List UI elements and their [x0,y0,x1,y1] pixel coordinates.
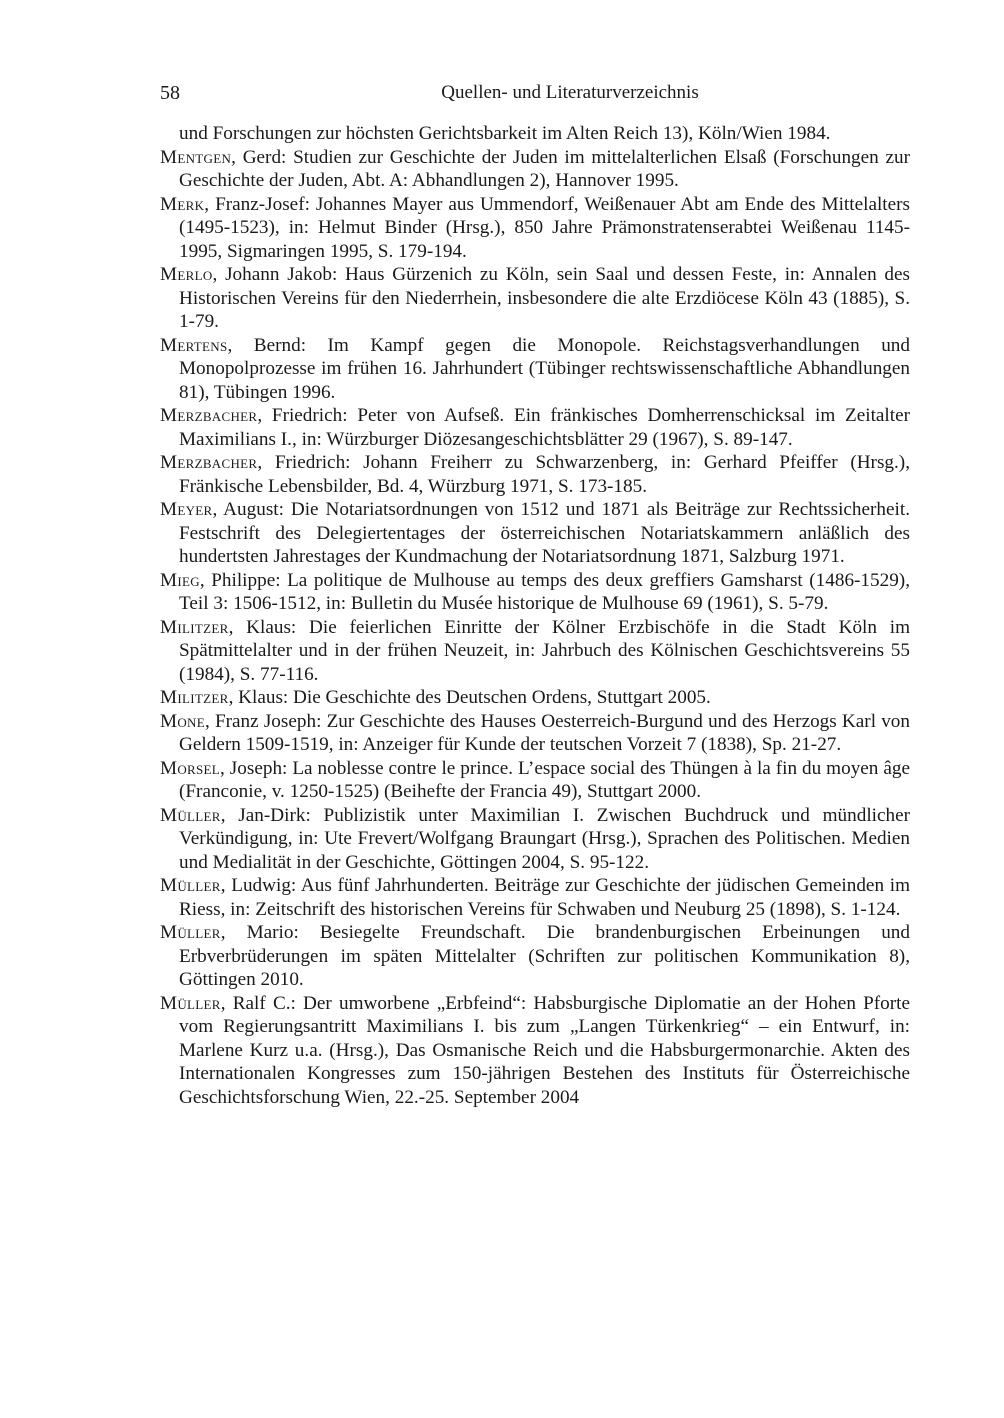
entry-text: und Forschungen zur höchsten Gerichtsbarkeit im Alten Reich 13), Köln/Wien 1984. [179,123,831,144]
bibliography-entry [160,921,910,992]
entry-text: , August: Die Notariatsordnungen von 1512 und 1871 als Beiträge zur Rechtssicherheit. Festschrift des Delegiertentages der österreichischen Notariatskammern anläßlich des hundertsten Jahrestages der Kundmachung der Notariatsordnung 1871, Salzburg 1971. [179,499,910,567]
entry-text: , Johann Jakob: Haus Gürzenich zu Köln, sein Saal und dessen Feste, in: Annalen des Historischen Vereins für den Niederrhein, insbesondere die alte Erzdiöcese Köln 43 (1885), S. 1-79. [179,264,910,332]
entry-author: Mertens [160,334,228,356]
entry-text: , Klaus: Die Geschichte des Deutschen Ordens, Stuttgart 2005. [228,687,711,708]
entry-author: Müller [160,992,221,1014]
entry-text: , Friedrich: Peter von Aufseß. Ein fränkisches Domherrenschicksal im Zeitalter Maximilians I., in: Würzburger Diözesangeschichtsblätter 29 (1967), S. 89-147. [179,405,910,450]
entry-text: , Bernd: Im Kampf gegen die Monopole. Reichstagsverhandlungen und Monopolprozesse im frühen 16. Jahrhundert (Tübinger rechtswissenschaftliche Abhandlungen 81), Tübingen 1996. [179,334,910,403]
bibliography-entry [160,404,910,451]
bibliography-entry [160,874,910,921]
entry-author: Merlo [160,264,213,285]
entry-author: Morsel [160,757,221,779]
entry-text: , Franz-Josef: Johannes Mayer aus Ummendorf, Weißenauer Abt am Ende des Mittelalters (1495-1523), in: Helmut Binder (Hrsg.), 850 Jahre Prämonstratenserabtei Weißenau 1145-1995, Sigmaringen 1995, S. 179-194. [179,193,910,262]
entry-author: Merzbacher [160,452,258,473]
bibliography-entry [160,569,910,616]
entry-text: , Franz Joseph: Zur Geschichte des Hauses Oesterreich-Burgund und des Herzogs Karl von Geldern 1509-1519, in: Anzeiger für Kunde der teutschen Vorzeit 7 (1838), Sp. 21-27. [179,710,910,755]
bibliography-entry [160,263,910,334]
bibliography-entry [160,498,910,569]
entry-author: Mentgen [160,146,232,168]
bibliography-list [160,122,910,1109]
entry-author: Müller [160,804,221,826]
bibliography-entry [160,334,910,405]
entry-author: Militzer [160,616,229,638]
entry-text: , Jan-Dirk: Publizistik unter Maximilian I. Zwischen Buchdruck und mündlicher Verkündigung, in: Ute Frevert/Wolfgang Braungart (Hrsg.), Sprachen des Politischen. Medien und Medialität in der Geschichte, Göttingen 2004, S. 95-122. [179,804,910,873]
entry-author: Merk [160,193,205,215]
bibliography-entry [160,686,910,710]
entry-author: Mone [160,710,205,732]
bibliography-entry [160,992,910,1110]
entry-author: Müller [160,875,221,896]
bibliography-entry [160,146,910,193]
running-head [160,78,910,108]
entry-text: , Gerd: Studien zur Geschichte der Juden im mittelalterlichen Elsaß (Forschungen zur Geschichte der Juden, Abt. A: Abhandlungen 2), Hannover 1995. [179,146,910,191]
entry-author: Militzer [160,687,229,708]
page-number: 58 [160,82,180,104]
bibliography-entry [160,616,910,687]
entry-text: , Friedrich: Johann Freiherr zu Schwarzenberg, in: Gerhard Pfeiffer (Hrsg.), Fränkische Lebensbilder, Bd. 4, Würzburg 1971, S. 173-185. [179,452,910,497]
bibliography-entry [160,804,910,875]
bibliography-entry [160,122,910,146]
entry-author: Meyer [160,499,213,520]
bibliography-entry [160,710,910,757]
entry-text: , Mario: Besiegelte Freundschaft. Die brandenburgischen Erbeinungen und Erbverbrüderungen im späten Mittelalter (Schriften zur politischen Kommunikation 8), Göttingen 2010. [179,922,910,990]
document-page [160,78,910,1109]
entry-text: , Ralf C.: Der umworbene „Erbfeind“: Habsburgische Diplomatie an der Hohen Pforte vom Regierungsantritt Maximilians I. bis zum „Langen Türkenkrieg“ – ein Entwurf, in: Marlene Kurz u.a. (Hrsg.), Das Osmanische Reich und die Habsburgermonarchie. Akten des Internationalen Kongresses zum 150-jährigen Bestehen des Instituts für Österreichische Geschichtsforschung Wien, 22.-25. September 2004 [179,992,910,1108]
entry-text: , Philippe: La politique de Mulhouse au temps des deux greffiers Gamsharst (1486-1529), Teil 3: 1506-1512, in: Bulletin du Musée historique de Mulhouse 69 (1961), S. 5-79. [179,569,910,614]
running-head-title: Quellen- und Literaturverzeichnis [441,82,699,103]
bibliography-entry [160,757,910,804]
entry-text: , Joseph: La noblesse contre le prince. L’espace social des Thüngen à la fin du moyen âge (Franconie, v. 1250-1525) (Beihefte der Francia 49), Stuttgart 2000. [179,757,910,802]
bibliography-entry [160,451,910,498]
entry-text: , Ludwig: Aus fünf Jahrhunderten. Beiträge zur Geschichte der jüdischen Gemeinden im Riess, in: Zeitschrift des historischen Vereins für Schwaben und Neuburg 25 (1898), S. 1-124. [179,875,910,920]
entry-author: Müller [160,922,221,943]
entry-author: Mieg [160,569,200,591]
entry-author: Merzbacher [160,405,258,426]
entry-text: , Klaus: Die feierlichen Einritte der Kölner Erzbischöfe in die Stadt Köln im Spätmittelalter und in der frühen Neuzeit, in: Jahrbuch des Kölnischen Geschichtsvereins 55 (1984), S. 77-116. [179,616,910,685]
bibliography-entry [160,193,910,264]
